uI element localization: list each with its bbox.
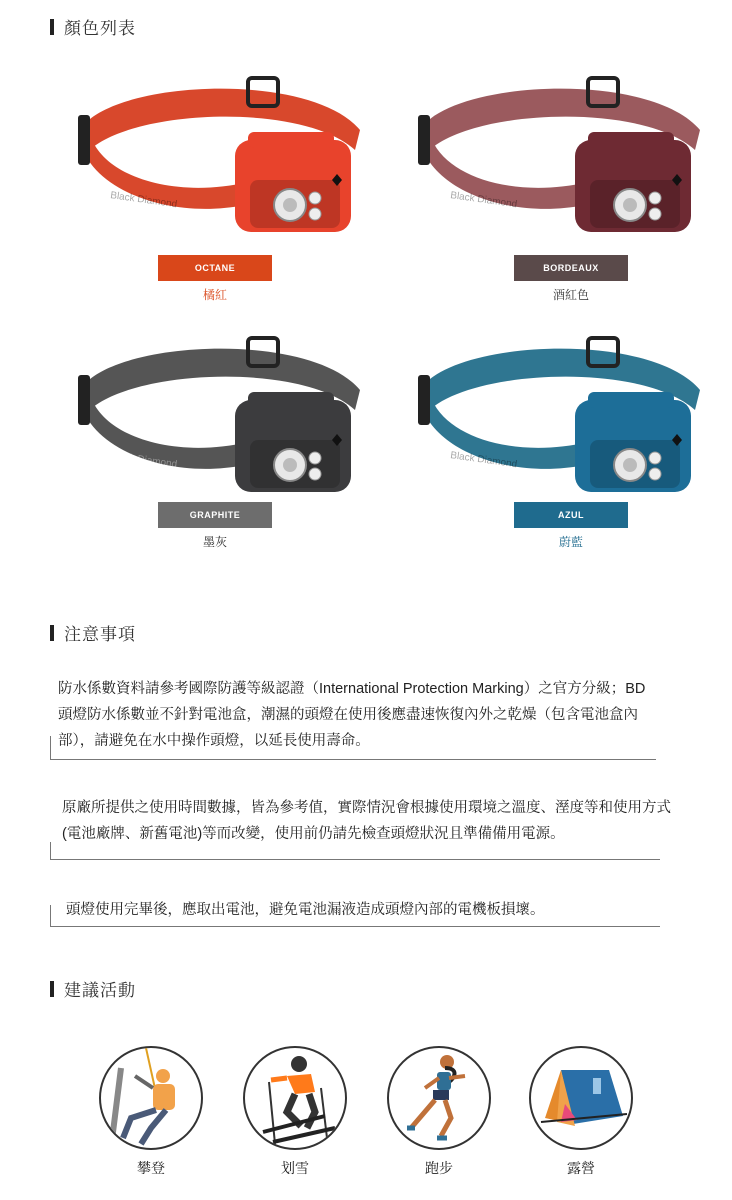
activity-climbing [98,1046,204,1178]
variant-name: 酒紅色 [552,288,589,302]
activities-title-text: 建議活動 [64,981,136,1000]
activity-label: 攀登 [137,1160,165,1176]
camping-icon [531,1048,631,1148]
brand-logo-text: Black Diamond [449,190,518,211]
headlamp-image [70,70,370,240]
note-divider-tick [50,842,51,860]
variant-octane[interactable] [70,70,370,310]
brand-logo-text: Black Diamond [449,450,518,471]
variant-bordeaux[interactable] [410,70,710,310]
variant-code: AZUL [558,510,584,520]
colors-section-title [50,14,136,39]
activity-label: 跑步 [425,1160,453,1176]
headlamp-image [70,330,370,500]
variant-graphite[interactable] [70,330,370,570]
note-divider-tick [50,905,51,927]
activity-camping [528,1046,634,1178]
headlamp-image [410,330,710,500]
climbing-icon [101,1048,201,1148]
section-bar [50,625,54,641]
color-name-label [158,533,272,550]
color-name-label [514,286,628,303]
section-bar [50,19,54,35]
notes-title-text: 注意事項 [64,625,136,644]
brand-logo-text: Black Diamond [109,450,178,471]
note-3: 頭燈使用完畢後，應取出電池，避免電池漏液造成頭燈內部的電機板損壞。 [66,902,545,918]
activity-label: 露營 [567,1160,595,1176]
activity-skiing [242,1046,348,1178]
variant-name: 橘紅 [202,288,227,302]
color-code-tag [158,255,272,281]
variant-code: OCTANE [194,263,236,273]
running-icon [389,1048,489,1148]
activities-section-title [50,976,136,1001]
variant-code: BORDEAUX [543,263,599,273]
colors-title-text: 顏色列表 [64,19,136,38]
variant-code: GRAPHITE [189,510,241,520]
note-divider [50,759,656,760]
variant-name: 墨灰 [202,535,227,549]
color-name-label [514,533,628,550]
note-divider-tick [50,736,51,760]
color-code-tag [158,502,272,528]
section-bar [50,981,54,997]
activity-label: 划雪 [281,1160,309,1176]
color-name-label [158,286,272,303]
variant-azul[interactable] [410,330,710,570]
note-2: 原廠所提供之使用時間數據，皆為參考值，實際情況會根據使用環境之溫度、溼度等和使用方式(電池廠牌、新舊電池)等而改變，使用前仍請先檢查頭燈狀況且準備備用電源。 [62,800,671,842]
notes-section-title [50,620,136,645]
note-divider [50,859,660,860]
brand-logo-text: Black Diamond [109,190,178,211]
color-code-tag [514,502,628,528]
variant-name: 蔚藍 [558,535,583,549]
skiing-icon [245,1048,345,1148]
note-1: 防水係數資料請參考國際防護等級認證（International Protection Marking）之官方分級；BD 頭燈防水係數並不針對電池盒，潮濕的頭燈在使用後應盡速恢復內外之乾燥（包含電池盒內部），請避免在水中操作頭燈，以延長使用壽命。 [58,681,646,749]
activity-running [386,1046,492,1178]
headlamp-image [410,70,710,240]
note-divider [50,926,660,927]
color-code-tag [514,255,628,281]
